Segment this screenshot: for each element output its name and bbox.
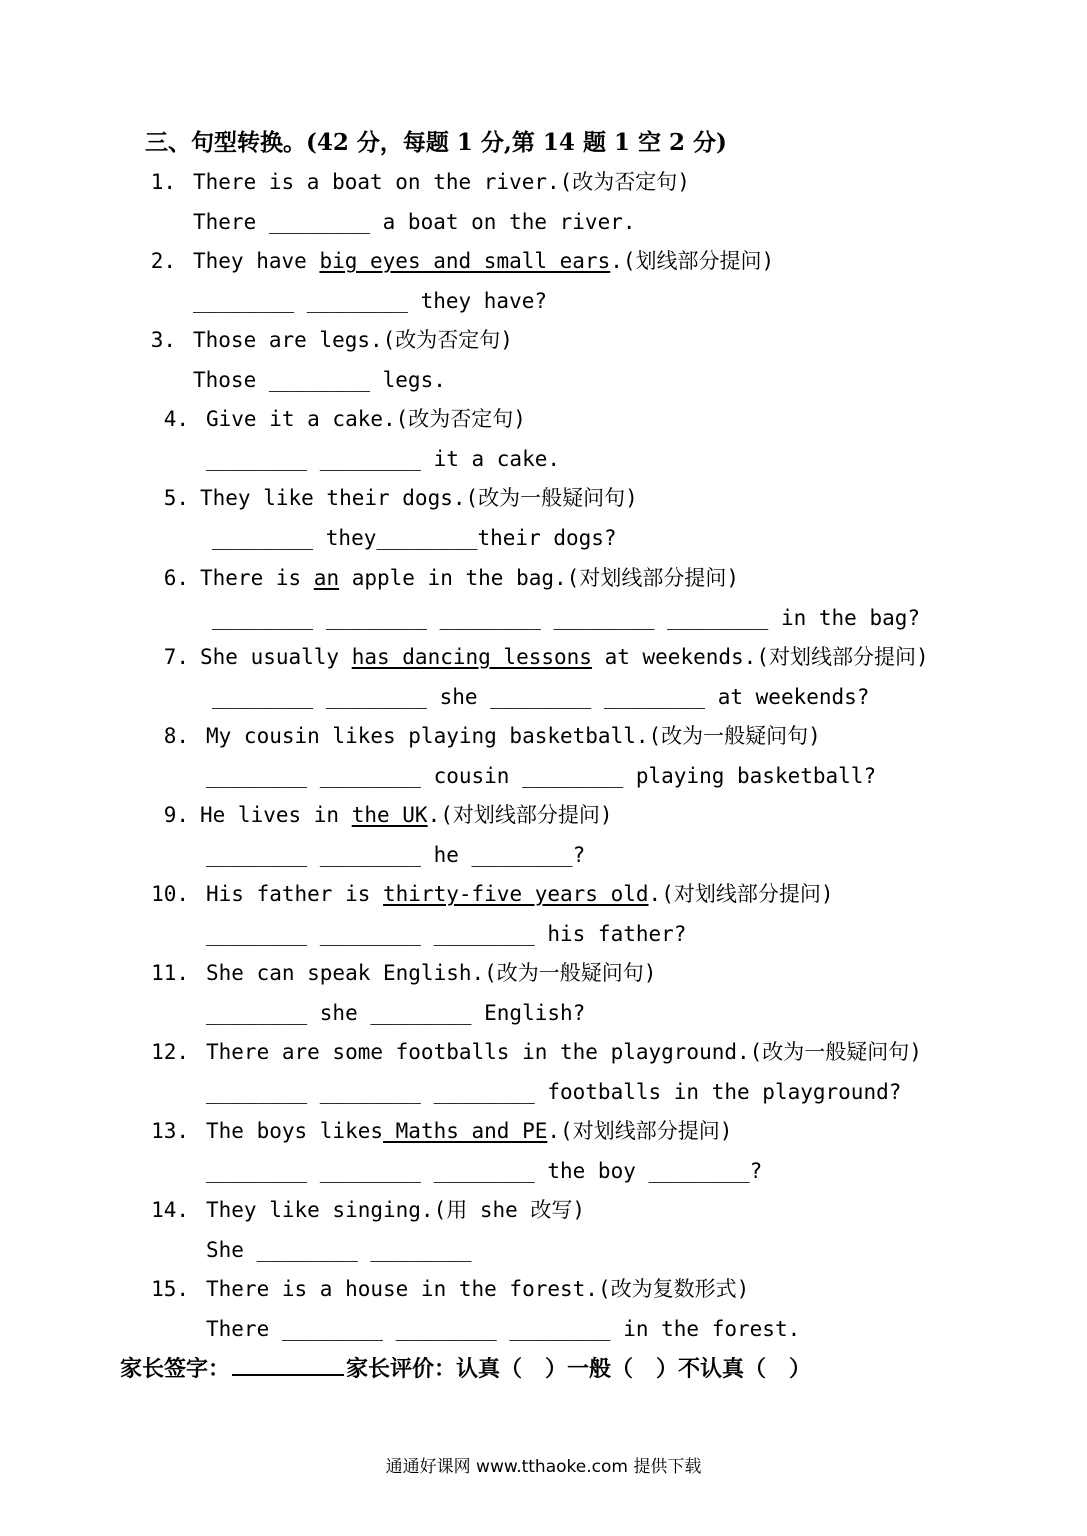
question-text-tail: . xyxy=(547,1119,561,1143)
question-text: There is a house in the forest. xyxy=(206,1277,598,1301)
question-text-tail: . xyxy=(648,882,662,906)
question-line xyxy=(140,800,613,830)
section-heading: 三、句型转换。(42 分，每题 1 分,第 14 题 1 空 2 分) xyxy=(145,129,727,156)
underlined-part: big eyes and small ears xyxy=(319,249,611,273)
question-line xyxy=(140,1116,732,1146)
instruction-note: (对划线部分提问) xyxy=(756,645,929,669)
instruction-note: (改为一般疑问句) xyxy=(465,486,638,510)
answer-line[interactable]: ________ ________ cousin ________ playing basketball? xyxy=(206,764,877,788)
question-line xyxy=(140,1274,749,1304)
question-line xyxy=(140,325,513,355)
instruction-note: (改为否定句) xyxy=(395,407,526,431)
question-number: 14. xyxy=(151,1198,189,1222)
question-number: 11. xyxy=(151,961,189,985)
instruction-note: (对划线部分提问) xyxy=(661,882,834,906)
question-number: 10. xyxy=(151,882,189,906)
question-line xyxy=(140,1195,585,1225)
question-line xyxy=(140,642,929,672)
question-number: 5. xyxy=(163,486,189,510)
question-line xyxy=(140,167,690,197)
question-number: 7. xyxy=(163,645,189,669)
question-line xyxy=(140,563,739,593)
instruction-note: (改为复数形式) xyxy=(597,1277,750,1301)
underlined-part: the UK xyxy=(351,803,428,827)
footer-credit: 通通好课网 www.tthaoke.com 提供下载 xyxy=(385,1457,702,1477)
underlined-part: Maths and PE xyxy=(383,1119,548,1143)
question-number: 1. xyxy=(150,170,176,194)
underlined-part: thirty-five years old xyxy=(383,882,649,906)
question-text-tail: at weekends. xyxy=(591,645,757,669)
question-text: There is a boat on the river. xyxy=(193,170,560,194)
question-text-tail: . xyxy=(610,249,623,273)
parent-signature-row xyxy=(120,1352,811,1383)
answer-line[interactable]: She ________ ________ xyxy=(206,1238,472,1262)
question-line xyxy=(140,246,774,276)
question-line xyxy=(140,879,833,909)
question-number: 9. xyxy=(163,803,189,827)
instruction-note: (改为一般疑问句) xyxy=(484,961,657,985)
instruction-note: (改为否定句) xyxy=(382,328,513,352)
question-text: She usually xyxy=(200,645,352,669)
instruction-note: (改为一般疑问句) xyxy=(648,724,821,748)
answer-line[interactable]: ________ ________ ________ his father? xyxy=(206,922,687,946)
instruction-note: (划线部分提问) xyxy=(622,249,775,273)
answer-line[interactable]: ________ ________ ________ the boy ________? xyxy=(206,1159,763,1183)
instruction-note: (对划线部分提问) xyxy=(440,803,613,827)
question-number: 2. xyxy=(150,249,176,273)
answer-line[interactable]: There ________ ________ ________ in the forest. xyxy=(206,1317,801,1341)
instruction-note: (对划线部分提问) xyxy=(566,566,739,590)
signature-blank xyxy=(232,1356,344,1376)
question-line xyxy=(140,483,638,513)
question-line xyxy=(140,721,821,751)
answer-line[interactable]: ________ ________ it a cake. xyxy=(206,447,561,471)
question-text: The boys likes xyxy=(206,1119,384,1143)
answer-line[interactable]: ________ ________ he ________? xyxy=(206,843,586,867)
question-number: 4. xyxy=(163,407,189,431)
question-text: There are some footballs in the playground. xyxy=(206,1040,750,1064)
instruction-note: (改为一般疑问句) xyxy=(749,1040,922,1064)
question-text: He lives in xyxy=(200,803,352,827)
answer-line[interactable]: ________ ________ she ________ ________ at weekends? xyxy=(212,685,870,709)
question-number: 8. xyxy=(163,724,189,748)
question-text: Those are legs. xyxy=(193,328,383,352)
answer-line[interactable]: ________ they________their dogs? xyxy=(212,526,617,550)
instruction-note: (用 she 改写) xyxy=(433,1198,586,1222)
question-text: His father is xyxy=(206,882,384,906)
question-text-tail: apple in the bag. xyxy=(339,566,567,590)
question-text-tail: . xyxy=(427,803,441,827)
question-number: 6. xyxy=(163,566,189,590)
question-line xyxy=(140,958,656,988)
answer-line[interactable]: ________ ________ they have? xyxy=(193,289,548,313)
question-text: My cousin likes playing basketball. xyxy=(206,724,649,748)
question-number: 3. xyxy=(150,328,176,352)
underlined-part: an xyxy=(313,566,340,590)
question-number: 12. xyxy=(151,1040,189,1064)
question-line xyxy=(140,404,526,434)
answer-line[interactable]: Those ________ legs. xyxy=(193,368,446,392)
question-text: They have xyxy=(193,249,320,273)
signature-label: 家长签字： xyxy=(120,1356,231,1382)
question-text: Give it a cake. xyxy=(206,407,396,431)
question-text: She can speak English. xyxy=(206,961,485,985)
question-text: There is xyxy=(200,566,314,590)
answer-line[interactable]: ________ she ________ English? xyxy=(206,1001,586,1025)
question-text: They like singing. xyxy=(206,1198,434,1222)
evaluation-label: 家长评价：认真（ ）一般（ ）不认真（ ） xyxy=(346,1356,811,1382)
instruction-note: (改为否定句) xyxy=(559,170,690,194)
question-text: They like their dogs. xyxy=(200,486,466,510)
instruction-note: (对划线部分提问) xyxy=(560,1119,733,1143)
question-line xyxy=(140,1037,922,1067)
underlined-part: has dancing lessons xyxy=(351,645,592,669)
answer-line[interactable]: ________ ________ ________ ________ ________ in the bag? xyxy=(212,606,921,630)
answer-line[interactable]: ________ ________ ________ footballs in the playground? xyxy=(206,1080,902,1104)
question-number: 13. xyxy=(151,1119,189,1143)
question-number: 15. xyxy=(151,1277,189,1301)
answer-line[interactable]: There ________ a boat on the river. xyxy=(193,210,636,234)
